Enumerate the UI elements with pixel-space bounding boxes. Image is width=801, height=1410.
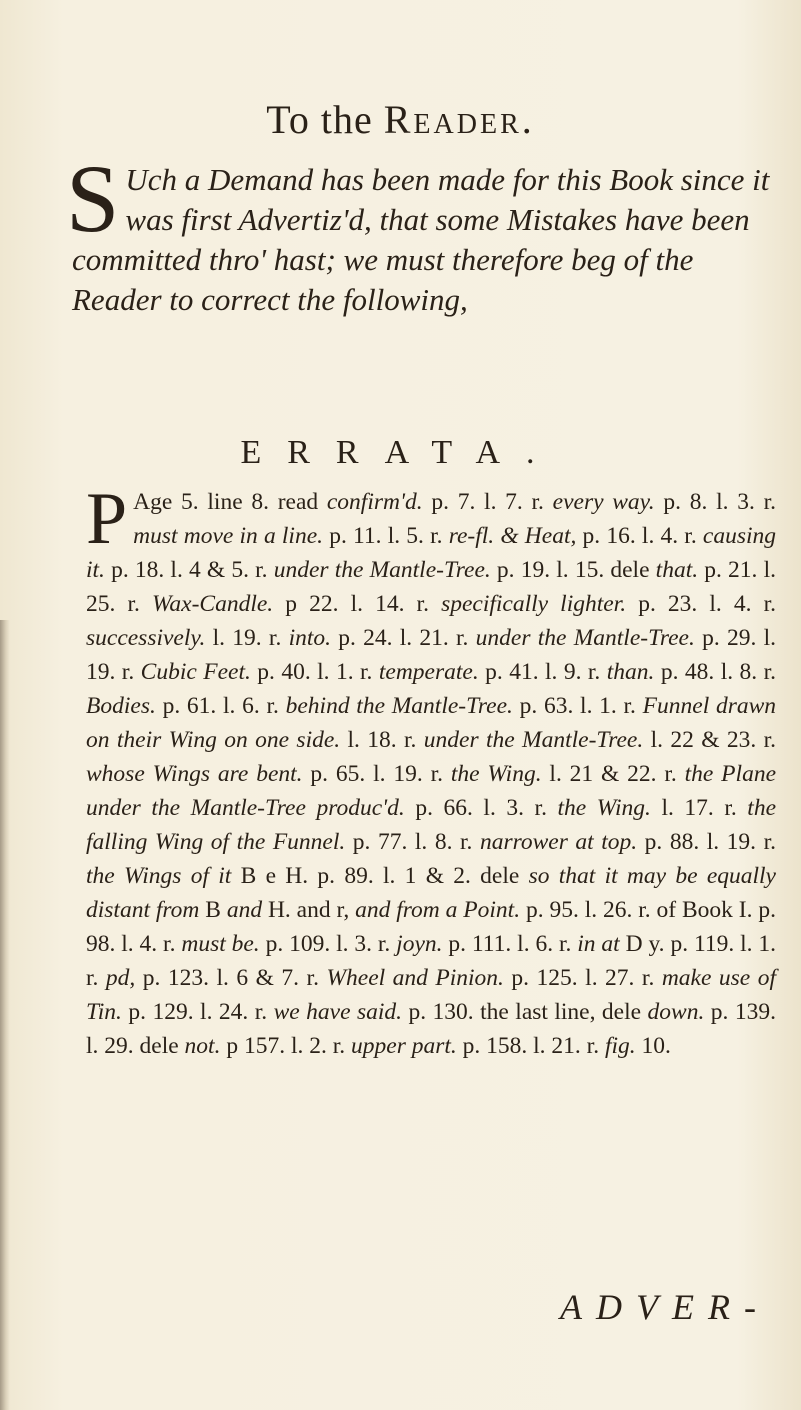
errata-segment: the falling Wing of the Funnel. [86, 795, 777, 855]
errata-segment: Bodies. [86, 693, 156, 719]
errata-segment: must be. [181, 931, 260, 957]
errata-segment: l. 22 & 23. r. [643, 727, 776, 753]
errata-segment: B e H. p. 89. l. 1 & 2. dele [231, 863, 529, 889]
errata-segment: p. 139. l. 29. dele [86, 999, 776, 1059]
errata-segment: the Wing. [450, 761, 542, 787]
errata-segment: the Wing. [557, 795, 651, 821]
errata-segment: specifically lighter. [441, 591, 627, 617]
errata-segment: temperate. [378, 659, 479, 685]
intro-text: Uch a Demand has been made for this Book since it was first Advertiz'd, that some Mistakes have been committed thro' hast; we must therefore beg of the Reader to correct the following, [72, 162, 770, 317]
errata-segment: p. 61. l. 6. r. [155, 693, 286, 719]
errata-segment: p. 88. l. 19. r. [637, 829, 777, 855]
errata-segment: so that it may be equally distant from [86, 863, 776, 923]
errata-segment: than. [606, 659, 655, 685]
errata-segment: p. 130. the last line, dele [402, 999, 648, 1025]
errata-segment: Wax-Candle. [151, 591, 274, 617]
errata-segment: p. 21. l. 25. r. [86, 557, 777, 617]
errata-segment: p. 16. l. 4. r. [576, 523, 703, 549]
errata-segment: pd, [105, 965, 136, 991]
errata-segment: l. 21 & 22. r. [541, 761, 685, 787]
errata-segment: p. 158. l. 21. r. [456, 1033, 605, 1059]
errata-segment: p. 11. l. 5. r. [323, 523, 449, 549]
errata-segment: Cubic Feet. [140, 659, 251, 685]
errata-segment: every way. [552, 489, 655, 515]
errata-segment: p. 95. l. 26. r. of Book I. p. 98. l. 4. r. [86, 897, 776, 957]
errata-segment: we have said. [273, 999, 403, 1025]
errata-segment: p. 48. l. 8. r. [654, 659, 776, 685]
errata-segment: re-fl. & Heat, [448, 523, 577, 549]
errata-segment: and from a Point. [355, 897, 521, 923]
errata-segment: make use of Tin. [86, 965, 777, 1025]
errata-segment: whose Wings are bent. [86, 761, 303, 787]
errata-segment: joyn. [396, 931, 443, 957]
errata-segment: p. 111. l. 6. r. [442, 931, 578, 957]
intro-paragraph [66, 145, 772, 320]
errata-segment: Wheel and Pinion. [326, 965, 504, 991]
errata-segment: p 22. l. 14. r. [273, 591, 442, 617]
errata-segment: under the Mantle-Tree. [423, 727, 644, 753]
errata-segment: down. [647, 999, 705, 1025]
errata-segment: p. 18. l. 4 & 5. r. [104, 557, 274, 583]
errata-segment: under the Mantle-Tree. [273, 557, 491, 583]
errata-segment: p. 23. l. 4. r. [626, 591, 777, 617]
errata-segment: p. 123. l. 6 & 7. r. [135, 965, 327, 991]
errata-segment: fig. [604, 1033, 636, 1059]
errata-list [86, 478, 777, 1063]
errata-dropcap: P [86, 478, 128, 560]
errata-segment: p. 29. l. 19. r. [86, 625, 777, 685]
errata-segment: the Plane under the Mantle-Tree produc'd. [86, 761, 776, 821]
errata-segment: 10. [635, 1033, 671, 1059]
errata-segment: and [226, 897, 263, 923]
intro-dropcap: S [66, 145, 120, 252]
errata-segment: l. 17. r. [650, 795, 748, 821]
errata-segment: B [199, 897, 227, 923]
errata-segment: p. 41. l. 9. r. [478, 659, 607, 685]
errata-segment: p. 125. l. 27. r. [503, 965, 662, 991]
errata-segment: p. 129. l. 24. r. [121, 999, 274, 1025]
errata-segment: Age 5. line 8. read [133, 489, 327, 515]
errata-segment: that. [655, 557, 699, 583]
errata-title: ERRATA. [240, 434, 561, 471]
errata-segment: D y. p. 119. l. 1. r. [86, 931, 776, 991]
errata-segment: H. and r, [262, 897, 356, 923]
errata-segment: p. 8. l. 3. r. [654, 489, 776, 515]
errata-segment: p. 19. l. 15. dele [490, 557, 656, 583]
errata-segment: p 157. l. 2. r. [220, 1033, 352, 1059]
heading-prefix: To the [266, 97, 373, 142]
errata-segment: confirm'd. [326, 489, 423, 515]
heading-emphasis: Reader. [383, 97, 535, 142]
errata-segment: upper part. [351, 1033, 457, 1059]
errata-segment: p. 63. l. 1. r. [512, 693, 643, 719]
errata-segment: p. 65. l. 19. r. [302, 761, 451, 787]
page-heading [0, 96, 801, 143]
catchword: ADVER- [560, 1287, 770, 1327]
errata-segment: causing it. [86, 523, 777, 583]
errata-segment: not. [184, 1033, 221, 1059]
errata-segment: Funnel drawn on their Wing on one side. [86, 693, 777, 753]
errata-text [86, 478, 777, 1059]
errata-segment: p. 77. l. 8. r. [345, 829, 480, 855]
errata-segment: l. 19. r. [205, 625, 289, 651]
errata-segment: into. [288, 625, 332, 651]
errata-segment: the Wings of it [86, 863, 232, 889]
errata-segment: in at [577, 931, 620, 957]
errata-segment: l. 18. r. [340, 727, 424, 753]
errata-segment: p. 66. l. 3. r. [404, 795, 558, 821]
page-edge-shadow [0, 620, 10, 1410]
errata-segment: must move in a line. [133, 523, 324, 549]
errata-segment: under the Mantle-Tree. [475, 625, 695, 651]
errata-segment: p. 24. l. 21. r. [331, 625, 476, 651]
errata-segment: p. 40. l. 1. r. [250, 659, 379, 685]
errata-segment: p. 109. l. 3. r. [259, 931, 397, 957]
errata-segment: narrower at top. [479, 829, 638, 855]
errata-segment: successively. [86, 625, 206, 651]
errata-segment: behind the Mantle-Tree. [285, 693, 513, 719]
errata-segment: p. 7. l. 7. r. [422, 489, 553, 515]
